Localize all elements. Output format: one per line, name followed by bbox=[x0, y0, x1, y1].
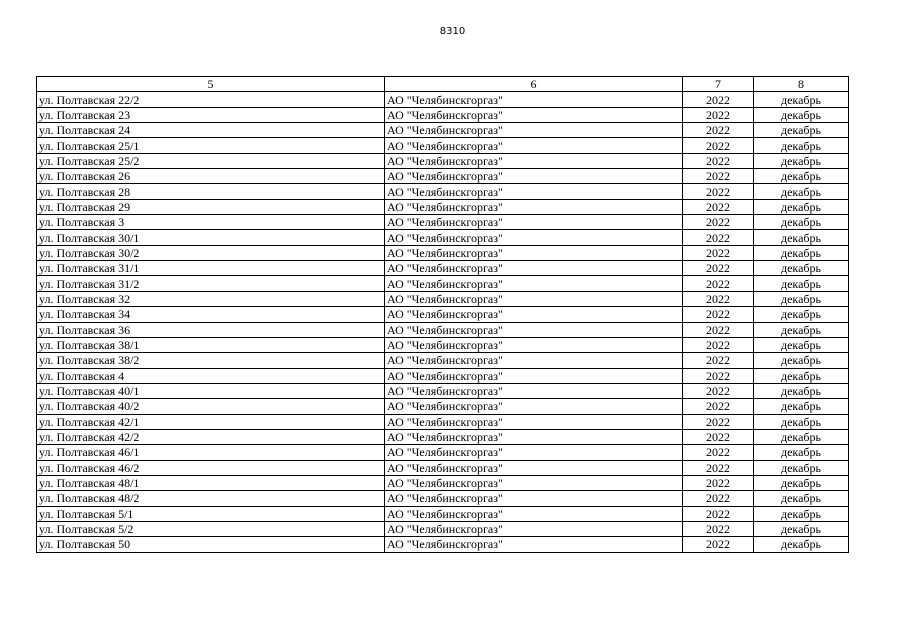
address-cell: ул. Полтавская 29 bbox=[37, 199, 385, 214]
address-cell: ул. Полтавская 40/1 bbox=[37, 383, 385, 398]
month-cell: декабрь bbox=[754, 184, 849, 199]
address-cell: ул. Полтавская 3 bbox=[37, 215, 385, 230]
table-row bbox=[37, 475, 849, 490]
organization-cell: АО "Челябинскгоргаз" bbox=[385, 169, 683, 184]
year-cell: 2022 bbox=[683, 276, 754, 291]
year-cell: 2022 bbox=[683, 307, 754, 322]
year-cell: 2022 bbox=[683, 230, 754, 245]
year-cell: 2022 bbox=[683, 383, 754, 398]
address-cell: ул. Полтавская 23 bbox=[37, 107, 385, 122]
table-row bbox=[37, 245, 849, 260]
year-cell: 2022 bbox=[683, 107, 754, 122]
month-cell: декабрь bbox=[754, 429, 849, 444]
month-cell: декабрь bbox=[754, 475, 849, 490]
organization-cell: АО "Челябинскгоргаз" bbox=[385, 92, 683, 107]
table-row bbox=[37, 491, 849, 506]
year-cell: 2022 bbox=[683, 460, 754, 475]
table-row bbox=[37, 92, 849, 107]
organization-cell: АО "Челябинскгоргаз" bbox=[385, 414, 683, 429]
table-row bbox=[37, 276, 849, 291]
address-cell: ул. Полтавская 22/2 bbox=[37, 92, 385, 107]
table-row bbox=[37, 429, 849, 444]
organization-cell: АО "Челябинскгоргаз" bbox=[385, 383, 683, 398]
organization-cell: АО "Челябинскгоргаз" bbox=[385, 215, 683, 230]
month-cell: декабрь bbox=[754, 353, 849, 368]
month-cell: декабрь bbox=[754, 123, 849, 138]
address-cell: ул. Полтавская 46/1 bbox=[37, 445, 385, 460]
table-row bbox=[37, 261, 849, 276]
table-row bbox=[37, 307, 849, 322]
table-row bbox=[37, 199, 849, 214]
header-cell-col-8: 8 bbox=[754, 77, 849, 92]
month-cell: декабрь bbox=[754, 491, 849, 506]
month-cell: декабрь bbox=[754, 92, 849, 107]
address-cell: ул. Полтавская 48/1 bbox=[37, 475, 385, 490]
organization-cell: АО "Челябинскгоргаз" bbox=[385, 506, 683, 521]
year-cell: 2022 bbox=[683, 153, 754, 168]
address-cell: ул. Полтавская 25/2 bbox=[37, 153, 385, 168]
year-cell: 2022 bbox=[683, 291, 754, 306]
address-cell: ул. Полтавская 30/1 bbox=[37, 230, 385, 245]
organization-cell: АО "Челябинскгоргаз" bbox=[385, 291, 683, 306]
table-row bbox=[37, 123, 849, 138]
header-row bbox=[37, 77, 849, 92]
month-cell: декабрь bbox=[754, 322, 849, 337]
organization-cell: АО "Челябинскгоргаз" bbox=[385, 245, 683, 260]
address-cell: ул. Полтавская 38/2 bbox=[37, 353, 385, 368]
organization-cell: АО "Челябинскгоргаз" bbox=[385, 460, 683, 475]
address-cell: ул. Полтавская 5/1 bbox=[37, 506, 385, 521]
address-cell: ул. Полтавская 42/1 bbox=[37, 414, 385, 429]
year-cell: 2022 bbox=[683, 169, 754, 184]
year-cell: 2022 bbox=[683, 199, 754, 214]
month-cell: декабрь bbox=[754, 368, 849, 383]
year-cell: 2022 bbox=[683, 184, 754, 199]
header-cell-col-6: 6 bbox=[385, 77, 683, 92]
year-cell: 2022 bbox=[683, 368, 754, 383]
month-cell: декабрь bbox=[754, 291, 849, 306]
table-body bbox=[37, 77, 849, 553]
year-cell: 2022 bbox=[683, 537, 754, 552]
organization-cell: АО "Челябинскгоргаз" bbox=[385, 307, 683, 322]
organization-cell: АО "Челябинскгоргаз" bbox=[385, 123, 683, 138]
organization-cell: АО "Челябинскгоргаз" bbox=[385, 199, 683, 214]
month-cell: декабрь bbox=[754, 445, 849, 460]
organization-cell: АО "Челябинскгоргаз" bbox=[385, 322, 683, 337]
year-cell: 2022 bbox=[683, 245, 754, 260]
table-row bbox=[37, 322, 849, 337]
page-number: 8310 bbox=[439, 26, 466, 37]
address-cell: ул. Полтавская 28 bbox=[37, 184, 385, 199]
table-row bbox=[37, 230, 849, 245]
table-row bbox=[37, 414, 849, 429]
table-row bbox=[37, 291, 849, 306]
organization-cell: АО "Челябинскгоргаз" bbox=[385, 138, 683, 153]
year-cell: 2022 bbox=[683, 123, 754, 138]
organization-cell: АО "Челябинскгоргаз" bbox=[385, 276, 683, 291]
address-cell: ул. Полтавская 46/2 bbox=[37, 460, 385, 475]
organization-cell: АО "Челябинскгоргаз" bbox=[385, 491, 683, 506]
month-cell: декабрь bbox=[754, 537, 849, 552]
month-cell: декабрь bbox=[754, 383, 849, 398]
table-row bbox=[37, 399, 849, 414]
address-cell: ул. Полтавская 24 bbox=[37, 123, 385, 138]
address-cell: ул. Полтавская 50 bbox=[37, 537, 385, 552]
year-cell: 2022 bbox=[683, 215, 754, 230]
address-cell: ул. Полтавская 30/2 bbox=[37, 245, 385, 260]
address-cell: ул. Полтавская 5/2 bbox=[37, 521, 385, 536]
year-cell: 2022 bbox=[683, 475, 754, 490]
table-row bbox=[37, 184, 849, 199]
schedule-table bbox=[36, 76, 849, 553]
address-cell: ул. Полтавская 34 bbox=[37, 307, 385, 322]
month-cell: декабрь bbox=[754, 153, 849, 168]
year-cell: 2022 bbox=[683, 506, 754, 521]
month-cell: декабрь bbox=[754, 521, 849, 536]
month-cell: декабрь bbox=[754, 460, 849, 475]
month-cell: декабрь bbox=[754, 399, 849, 414]
table-row bbox=[37, 153, 849, 168]
year-cell: 2022 bbox=[683, 92, 754, 107]
organization-cell: АО "Челябинскгоргаз" bbox=[385, 230, 683, 245]
month-cell: декабрь bbox=[754, 337, 849, 352]
month-cell: декабрь bbox=[754, 107, 849, 122]
table-row bbox=[37, 460, 849, 475]
address-cell: ул. Полтавская 38/1 bbox=[37, 337, 385, 352]
year-cell: 2022 bbox=[683, 445, 754, 460]
year-cell: 2022 bbox=[683, 261, 754, 276]
month-cell: декабрь bbox=[754, 169, 849, 184]
header-cell-col-7: 7 bbox=[683, 77, 754, 92]
year-cell: 2022 bbox=[683, 429, 754, 444]
address-cell: ул. Полтавская 25/1 bbox=[37, 138, 385, 153]
month-cell: декабрь bbox=[754, 307, 849, 322]
address-cell: ул. Полтавская 48/2 bbox=[37, 491, 385, 506]
address-cell: ул. Полтавская 4 bbox=[37, 368, 385, 383]
year-cell: 2022 bbox=[683, 337, 754, 352]
organization-cell: АО "Челябинскгоргаз" bbox=[385, 445, 683, 460]
organization-cell: АО "Челябинскгоргаз" bbox=[385, 337, 683, 352]
year-cell: 2022 bbox=[683, 138, 754, 153]
organization-cell: АО "Челябинскгоргаз" bbox=[385, 521, 683, 536]
year-cell: 2022 bbox=[683, 353, 754, 368]
month-cell: декабрь bbox=[754, 276, 849, 291]
organization-cell: АО "Челябинскгоргаз" bbox=[385, 107, 683, 122]
month-cell: декабрь bbox=[754, 414, 849, 429]
organization-cell: АО "Челябинскгоргаз" bbox=[385, 368, 683, 383]
organization-cell: АО "Челябинскгоргаз" bbox=[385, 353, 683, 368]
year-cell: 2022 bbox=[683, 491, 754, 506]
address-cell: ул. Полтавская 32 bbox=[37, 291, 385, 306]
address-cell: ул. Полтавская 36 bbox=[37, 322, 385, 337]
table-row bbox=[37, 215, 849, 230]
table-row bbox=[37, 138, 849, 153]
address-cell: ул. Полтавская 26 bbox=[37, 169, 385, 184]
table-row bbox=[37, 169, 849, 184]
organization-cell: АО "Челябинскгоргаз" bbox=[385, 429, 683, 444]
organization-cell: АО "Челябинскгоргаз" bbox=[385, 399, 683, 414]
table-row bbox=[37, 445, 849, 460]
year-cell: 2022 bbox=[683, 399, 754, 414]
month-cell: декабрь bbox=[754, 138, 849, 153]
year-cell: 2022 bbox=[683, 414, 754, 429]
table-row bbox=[37, 521, 849, 536]
organization-cell: АО "Челябинскгоргаз" bbox=[385, 184, 683, 199]
year-cell: 2022 bbox=[683, 521, 754, 536]
table-row bbox=[37, 537, 849, 552]
month-cell: декабрь bbox=[754, 230, 849, 245]
table-row bbox=[37, 383, 849, 398]
table-row bbox=[37, 107, 849, 122]
table-row bbox=[37, 353, 849, 368]
year-cell: 2022 bbox=[683, 322, 754, 337]
organization-cell: АО "Челябинскгоргаз" bbox=[385, 261, 683, 276]
table-row bbox=[37, 368, 849, 383]
organization-cell: АО "Челябинскгоргаз" bbox=[385, 475, 683, 490]
table-row bbox=[37, 506, 849, 521]
organization-cell: АО "Челябинскгоргаз" bbox=[385, 537, 683, 552]
address-cell: ул. Полтавская 42/2 bbox=[37, 429, 385, 444]
month-cell: декабрь bbox=[754, 245, 849, 260]
table-row bbox=[37, 337, 849, 352]
header-cell-col-5: 5 bbox=[37, 77, 385, 92]
month-cell: декабрь bbox=[754, 261, 849, 276]
address-cell: ул. Полтавская 40/2 bbox=[37, 399, 385, 414]
address-cell: ул. Полтавская 31/2 bbox=[37, 276, 385, 291]
organization-cell: АО "Челябинскгоргаз" bbox=[385, 153, 683, 168]
month-cell: декабрь bbox=[754, 506, 849, 521]
address-cell: ул. Полтавская 31/1 bbox=[37, 261, 385, 276]
month-cell: декабрь bbox=[754, 215, 849, 230]
month-cell: декабрь bbox=[754, 199, 849, 214]
